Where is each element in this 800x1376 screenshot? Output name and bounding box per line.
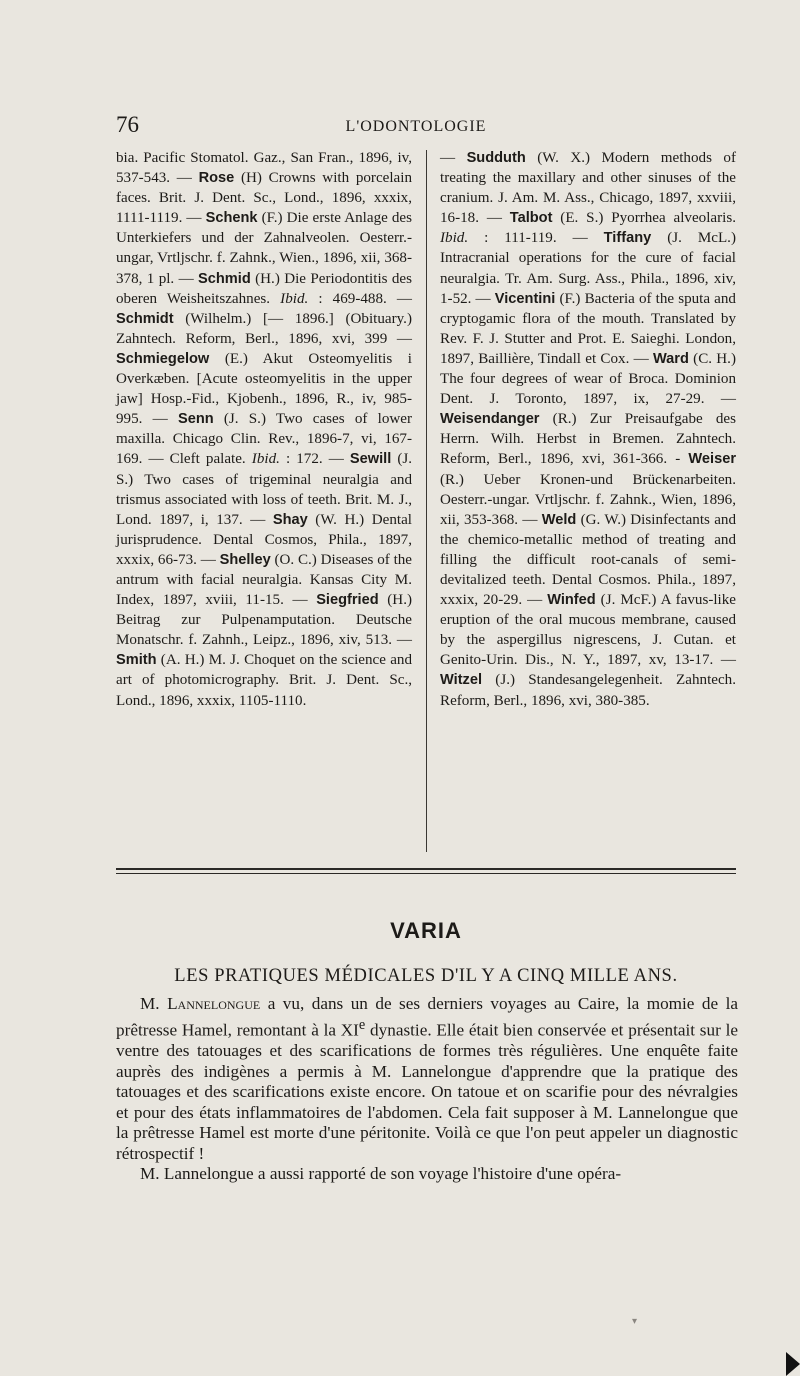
author-name: Siegfried: [316, 592, 379, 609]
entry-text: (F.) Bacteria of the sputa and cryptogamic flora of the mouth. Translated by Rev. F. J. Stutter and Prot. E. Saieghi. London, 1897, Baillière, Tindall et Cox. —: [440, 290, 736, 367]
entry-text: (W. H.) Dental jurisprudence. Dental Cosmos, Phila., 1897, xxxix, 66-73. —: [116, 511, 412, 568]
entry-text: (C. H.) The four degrees of wear of Broca. Dominion Dent. J. Toronto, 1897, ix, 27-29. —: [440, 350, 736, 408]
page-header: [116, 112, 716, 142]
author-name: Rose: [198, 170, 235, 187]
author-name: Winfed: [547, 592, 596, 609]
entry-text: : 469-488. —: [308, 290, 412, 307]
entry-text: (R.) Zur Preisaufgabe des Herrn. Wilh. Herbst in Bremen. Zahntech. Reform, Berl., 1896, xvi, 361-366. -: [440, 411, 736, 468]
author-name: Schenk: [205, 210, 258, 227]
author-name: Sudduth: [466, 150, 526, 166]
ibid-reference: Ibid.: [440, 230, 469, 247]
entry-text: : 111-119. —: [468, 230, 604, 247]
page-edge-mark: [786, 1352, 800, 1376]
author-name: Witzel: [440, 672, 483, 689]
page-number: 76: [116, 112, 139, 137]
entry-text: (J. McL.) Intracranial operations for the cure of facial neuralgia. Tr. Am. Surg. Ass., Phila., 1896, xiv, 1-52. —: [440, 230, 736, 307]
author-name: Ward: [652, 350, 689, 367]
author-name: Vicentini: [494, 290, 556, 307]
entry-text: (J. S.) Two cases of trigeminal neuralgia and trismus associated with loss of teeth. Brit. M. J., Lond. 1897, i, 137. —: [116, 451, 413, 528]
separator-rule-thin: [116, 873, 736, 874]
author-name: Weisendanger: [440, 411, 540, 428]
author-name: Weiser: [688, 451, 736, 468]
ibid-reference: Ibid.: [251, 451, 280, 468]
section-heading: VARIA: [390, 918, 462, 943]
article-paragraph: M. Lannelongue a aussi rapporté de son voyage l'histoire d'une opéra-: [140, 1164, 622, 1184]
separator-rule-thick: [116, 868, 736, 870]
author-name: Schmiegelow: [116, 350, 210, 367]
author-name: Shelley: [219, 551, 271, 568]
author-name: Talbot: [509, 210, 553, 227]
entry-text: (E.) Akut Osteomyelitis i Overkæben. [Acute osteomyelitis in the upper jaw] Hosp.-Fid., Kjobenh., 1896, R., iv, 985-995. —: [116, 350, 412, 428]
dust-speck-mark: ▾: [632, 1316, 638, 1327]
entry-text: (F.) Die erste Anlage des Unterkiefers und der Zahnalveolen. Oesterr.-ungar, Vrtljschr. f. Zahnk., Wien., 1896, xii, 368-378, 1 pl. —: [116, 210, 412, 287]
bibliography-right-column: [440, 148, 736, 711]
entry-text: (G. W.) Disinfectants and the chemico-metallic method of treating and filling the difficult root-canals of semi-devitalized teeth. Dental Cosmos. Phila., 1897, xxxix, 20-29. —: [440, 511, 736, 609]
entry-text: : 172. —: [279, 451, 350, 468]
paragraph-text: dynastie. Elle était bien conservée et présentait sur le ventre des tatouages et des scarifications de formes très régulières. Une enquête faite auprès des indigènes a permis à M. Lannelongue d'apprendre que la pratique des tatouages et des scarifications existe encore. On tatoue et on scarifie pour des névralgies et pour des états inflammatoires de l'abdomen. Cela fait supposer à M. Lannelongue que la prêtresse Hamel est morte d'une péritonite. Voilà ce que l'on peut appeler un diagnostic rétrospectif !: [116, 1020, 738, 1163]
author-name: Schmid: [198, 270, 251, 287]
entry-text: (R.) Ueber Kronen-und Brückenarbeiten. Oesterr.-ungar. Vrtljschr. f. Zahnk., Wien, 1896, xii, 353-368. —: [440, 471, 736, 528]
entry-text: bia. Pacific Stomatol. Gaz., San Fran., 1896, iv, 537-543. —: [116, 150, 412, 187]
author-name: Shay: [272, 511, 308, 528]
superscript: e: [358, 1016, 366, 1033]
author-name: Senn: [177, 411, 214, 428]
entry-text: (J. S.) Two cases of lower maxilla. Chicago Clin. Rev., 1896-7, vi, 167-169. — Cleft palate.: [116, 411, 412, 468]
paragraph-text: a vu, dans un de ses derniers voyages au Caire, la momie de la prêtresse Hamel, remontant à la XI: [116, 994, 738, 1040]
entry-text: (H) Crowns with porcelain faces. Brit. J. Dent. Sc., Lond., 1896, xxxix, 1111-1119. —: [116, 170, 412, 227]
author-name: Tiffany: [603, 230, 652, 247]
entry-text: (W. X.) Modern methods of treating the maxillary and other sinuses of the cranium. J. Am. M. Ass., Chicago, 1897, xxviii, 16-18. —: [440, 150, 736, 227]
entry-text: (H.) Beitrag zur Pulpenamputation. Deutsche Monatschr. f. Zahnh., Leipz., 1896, xiv, 513. —: [116, 592, 413, 649]
author-name: Sewill: [349, 451, 392, 468]
entry-text: (Wilhelm.) [— 1896.] (Obituary.) Zahntech. Reform, Berl., 1896, xvi, 399 —: [116, 310, 412, 347]
person-name: Lannelongue: [167, 994, 261, 1013]
author-name: Schmidt: [116, 310, 174, 327]
entry-text: (A. H.) M. J. Choquet on the science and art of photomicrography. Brit. J. Dent. Sc., Lond., 1896, xxxix, 1105-1110.: [116, 652, 412, 709]
bibliography-left-column: [116, 148, 412, 711]
entry-text: (E. S.) Pyorrhea alveolaris.: [552, 210, 736, 227]
bibliography-entries-right: [440, 148, 736, 711]
section-separator: [116, 868, 736, 876]
running-head: L'ODONTOLOGIE: [345, 118, 487, 135]
paragraph-text: M.: [140, 994, 168, 1013]
entry-text: (H.) Die Periodontitis des oberen Weisheitszahnes.: [116, 270, 412, 307]
article-body: [116, 994, 738, 1185]
column-divider: [426, 150, 427, 852]
entry-text: (O. C.) Diseases of the antrum with facial neuralgia. Kansas City M. Index, 1897, xviii, 11-15. —: [116, 551, 413, 609]
bibliography-entries-left: [116, 148, 412, 711]
entry-text: (J. McF.) A favus-like eruption of the oral mucous membrane, caused by the aspergillus nigrescens, J. Cutan. et Genito-Urin. Dis., N. Y., 1897, xv, 13-17. —: [440, 592, 736, 669]
article-title: LES PRATIQUES MÉDICALES D'IL Y A CINQ MILLE ANS.: [174, 966, 678, 986]
ibid-reference: Ibid.: [280, 290, 309, 307]
entry-text: —: [440, 150, 467, 166]
entry-text: (J.) Standesangelegenheit. Zahntech. Reform, Berl., 1896, xvi, 380-385.: [440, 672, 736, 709]
bibliography-columns: [116, 148, 736, 868]
author-name: Smith: [116, 652, 157, 669]
author-name: Weld: [541, 511, 577, 528]
article-paragraph: [116, 994, 738, 1164]
